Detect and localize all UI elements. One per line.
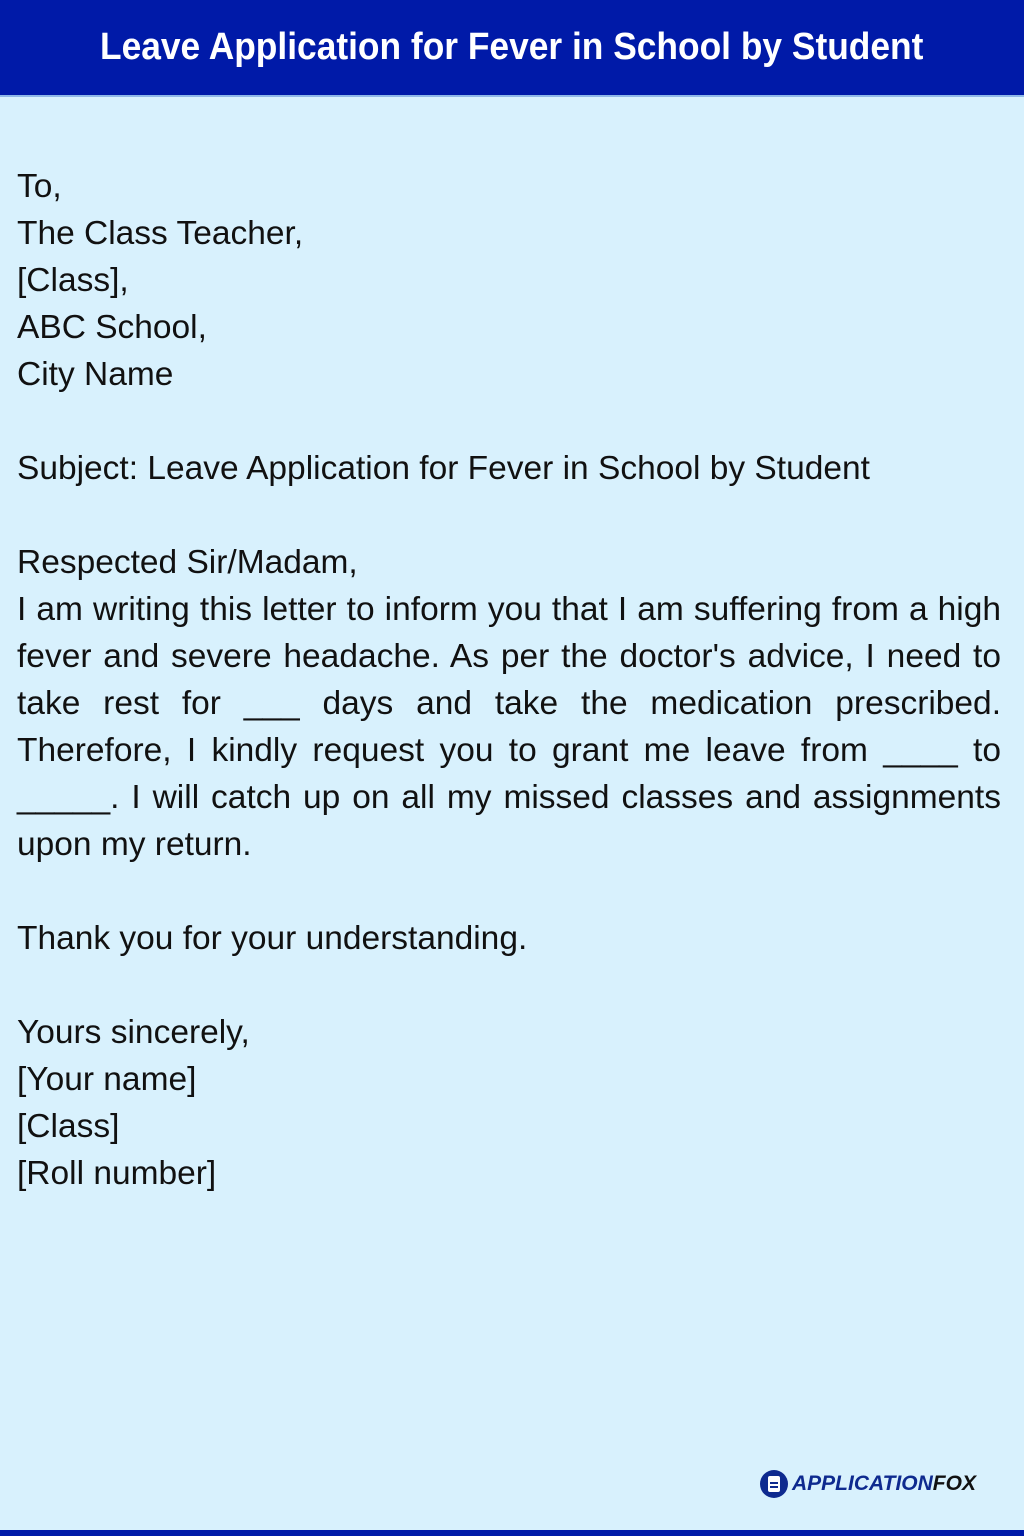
address-to: To,	[17, 168, 62, 205]
page-title: Leave Application for Fever in School by Student	[100, 26, 924, 68]
signature-class: [Class]	[17, 1108, 120, 1145]
document-icon	[760, 1470, 788, 1498]
signature-name: [Your name]	[17, 1061, 197, 1098]
brand-name: APPLICATIONFOX	[792, 1472, 976, 1495]
address-class: [Class],	[17, 262, 129, 299]
letter-body	[17, 163, 1001, 1197]
page-header	[0, 0, 1024, 97]
spacer	[17, 398, 1001, 445]
signature-roll: [Roll number]	[17, 1155, 217, 1192]
address-school: ABC School,	[17, 309, 207, 346]
salutation: Respected Sir/Madam,	[17, 544, 358, 581]
brand-logo	[760, 1470, 976, 1498]
bottom-border	[0, 1530, 1024, 1536]
spacer	[17, 962, 1001, 1009]
address-city: City Name	[17, 356, 174, 393]
closing-line: Yours sincerely,	[17, 1014, 250, 1051]
body-paragraph: I am writing this letter to inform you that I am suffering from a high fever and severe headache. As per the doctor's advice, I need to take rest for ___ days and take the medication prescribed. Therefore, I kindly request you to grant me leave from ____ to _____. I will catch up on all my missed classes and assignments upon my return.	[17, 591, 1001, 863]
address-recipient: The Class Teacher,	[17, 215, 304, 252]
thanks-line: Thank you for your understanding.	[17, 920, 528, 957]
spacer	[17, 868, 1001, 915]
spacer	[17, 492, 1001, 539]
subject-line: Subject: Leave Application for Fever in School by Student	[17, 450, 870, 487]
